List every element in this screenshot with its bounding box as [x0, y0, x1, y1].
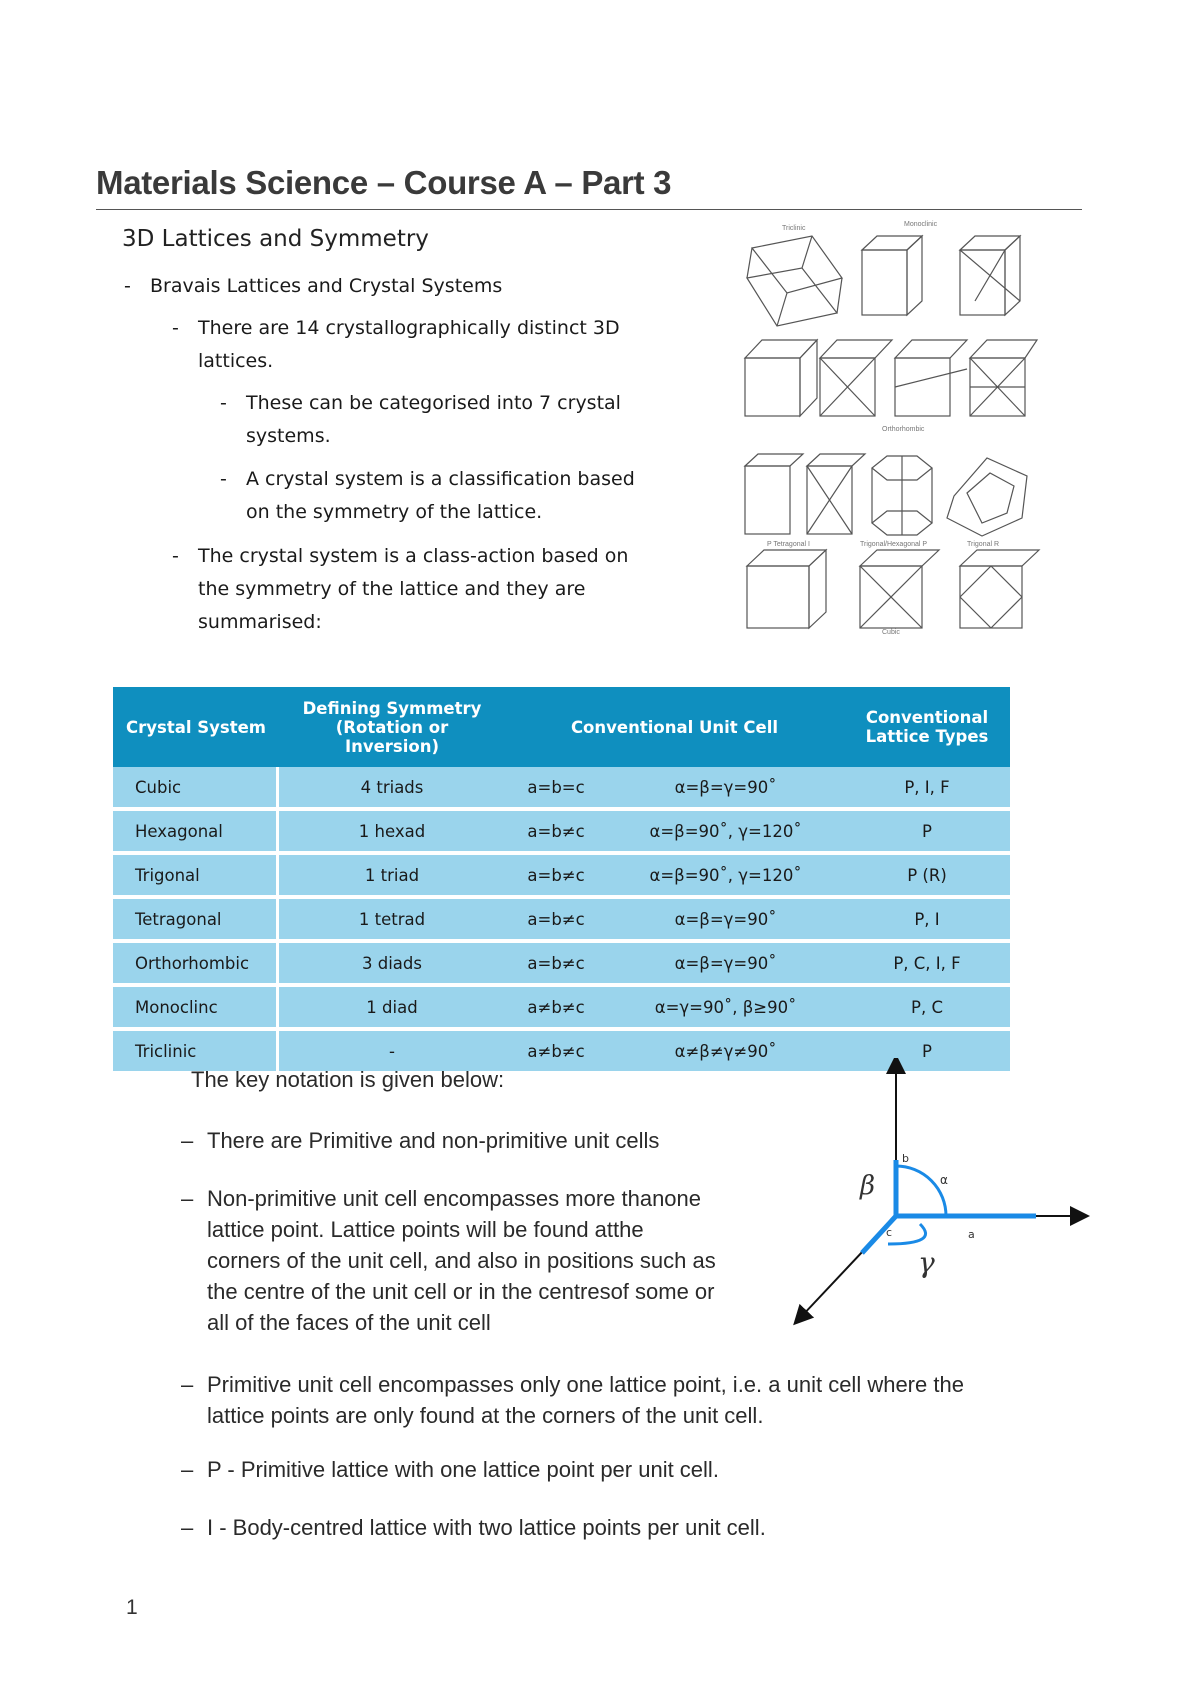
page-number: 1 [126, 1596, 138, 1619]
cell-crystal-system: Monoclinc [113, 987, 279, 1031]
label-orthorhombic: Orthorhombic [882, 426, 925, 433]
cell-angle-relation: α=β=90˚, γ=120˚ [607, 811, 844, 855]
cell-angle-relation: α≠β≠γ≠90˚ [607, 1031, 844, 1071]
cell-crystal-system: Triclinic [113, 1031, 279, 1071]
bullet-level3 [220, 387, 621, 453]
note-text: lattice point. Lattice points will be found atthe [207, 1217, 644, 1242]
cell-edge-relation: a=b≠c [505, 811, 607, 855]
header-line: (Rotation or Inversion) [335, 717, 449, 756]
bullet-level1 [124, 270, 503, 303]
bullet-level2 [172, 540, 629, 639]
cell-lattice-types: P, I [844, 899, 1010, 943]
bullet-dash: - [220, 392, 227, 414]
table-row [113, 811, 1010, 855]
header-crystal-system: Crystal System [113, 687, 279, 767]
note-item [181, 1454, 719, 1485]
cell-angle-relation: α=β=γ=90˚ [607, 943, 844, 987]
cell-crystal-system: Orthorhombic [113, 943, 279, 987]
note-dash: – [181, 1515, 194, 1540]
cell-edge-relation: a=b≠c [505, 855, 607, 899]
note-dash: – [181, 1457, 194, 1482]
cell-defining-symmetry: 1 triad [279, 855, 505, 899]
header-line: Conventional [865, 708, 989, 727]
bullet-text: on the symmetry of the lattice. [246, 501, 543, 523]
note-dash: – [181, 1128, 194, 1153]
table-body [113, 767, 1010, 1071]
label-tetragonal: P Tetragonal I [767, 541, 810, 548]
bullet-level3 [220, 463, 635, 529]
note-text: I - Body-centred lattice with two lattice points per unit cell. [207, 1515, 766, 1540]
cell-edge-relation: a=b=c [505, 767, 607, 811]
section-heading: 3D Lattices and Symmetry [122, 226, 429, 252]
table-row [113, 987, 1010, 1031]
title-rule [96, 209, 1082, 210]
cell-lattice-types: P [844, 811, 1010, 855]
label-monoclinic: Monoclinic [904, 221, 938, 228]
table-header-row [113, 687, 1010, 767]
label-hexagonal: Trigonal/Hexagonal P [860, 541, 928, 548]
c-label: c [886, 1226, 893, 1239]
table-row [113, 855, 1010, 899]
bullet-level2 [172, 312, 620, 378]
note-item [181, 1125, 660, 1156]
cell-crystal-system: Trigonal [113, 855, 279, 899]
cell-lattice-types: P [844, 1031, 1010, 1071]
bullet-text: the symmetry of the lattice and they are [198, 578, 586, 600]
cell-edge-relation: a≠b≠c [505, 1031, 607, 1071]
cell-angle-relation: α=γ=90˚, β≥90˚ [607, 987, 844, 1031]
cell-angle-relation: α=β=γ=90˚ [607, 767, 844, 811]
cell-lattice-types: P, I, F [844, 767, 1010, 811]
note-item [181, 1512, 766, 1543]
crystal-systems-table [113, 687, 1010, 1071]
note-text: lattice points are only found at the corners of the unit cell. [207, 1403, 764, 1428]
bullet-text: A crystal system is a classification based [246, 468, 635, 490]
cell-lattice-types: P, C [844, 987, 1010, 1031]
note-dash: – [181, 1372, 194, 1397]
cell-crystal-system: Cubic [113, 767, 279, 811]
cell-lattice-types: P, C, I, F [844, 943, 1010, 987]
label-cubic: Cubic [882, 629, 900, 634]
header-defining-symmetry [279, 687, 505, 767]
bullet-text: The crystal system is a class-action based on [198, 545, 629, 567]
note-text: There are Primitive and non-primitive unit cells [207, 1128, 660, 1153]
note-text: P - Primitive lattice with one lattice point per unit cell. [207, 1457, 719, 1482]
cell-defining-symmetry: 3 diads [279, 943, 505, 987]
bravais-lattice-figure [742, 218, 1042, 634]
notes-intro: The key notation is given below: [191, 1067, 505, 1092]
cell-crystal-system: Hexagonal [113, 811, 279, 855]
bullet-dash: - [172, 545, 179, 567]
cell-edge-relation: a≠b≠c [505, 987, 607, 1031]
a-label: a [968, 1228, 975, 1241]
bullet-dash: - [172, 317, 179, 339]
beta-label: β [860, 1171, 876, 1201]
header-lattice-types [844, 687, 1010, 767]
bullet-dash: - [124, 275, 131, 297]
label-trigonal: Trigonal R [967, 541, 1000, 548]
cell-edge-relation: a=b≠c [505, 943, 607, 987]
note-text: all of the faces of the unit cell [207, 1310, 491, 1335]
bullet-dash: - [220, 468, 227, 490]
note-text: corners of the unit cell, and also in positions such as [207, 1248, 716, 1273]
bullet-text: summarised: [198, 611, 322, 633]
header-unit-cell: Conventional Unit Cell [505, 687, 844, 767]
table-row [113, 943, 1010, 987]
header-line: Lattice Types [865, 727, 989, 746]
cell-angle-relation: α=β=90˚, γ=120˚ [607, 855, 844, 899]
alpha-label: α [940, 1173, 948, 1187]
note-text: Primitive unit cell encompasses only one lattice point, i.e. a unit cell where the [207, 1372, 964, 1397]
bullet-text: Bravais Lattices and Crystal Systems [150, 275, 503, 297]
cell-defining-symmetry: 1 diad [279, 987, 505, 1031]
gamma-label: γ [918, 1246, 935, 1279]
cell-angle-relation: α=β=γ=90˚ [607, 899, 844, 943]
bullet-text: lattices. [198, 350, 274, 372]
label-triclinic: Triclinic [782, 225, 806, 232]
note-text: Non-primitive unit cell encompasses more thanone [207, 1186, 702, 1211]
bullet-text: There are 14 crystallographically distinct 3D [198, 317, 620, 339]
table-row [113, 899, 1010, 943]
unit-cell-axes-diagram [790, 1058, 1090, 1328]
cell-edge-relation: a=b≠c [505, 899, 607, 943]
table-row [113, 767, 1010, 811]
bullet-text: systems. [246, 425, 331, 447]
bullet-text: These can be categorised into 7 crystal [246, 392, 621, 414]
b-label: b [902, 1152, 909, 1165]
cell-defining-symmetry: 1 tetrad [279, 899, 505, 943]
note-text: the centre of the unit cell or in the centresof some or [207, 1279, 715, 1304]
cell-lattice-types: P (R) [844, 855, 1010, 899]
cell-crystal-system: Tetragonal [113, 899, 279, 943]
cell-defining-symmetry: 1 hexad [279, 811, 505, 855]
header-line: Defining Symmetry [302, 698, 482, 718]
note-item [181, 1369, 964, 1431]
note-dash: – [181, 1186, 194, 1211]
page-title: Materials Science – Course A – Part 3 [96, 164, 672, 201]
cell-defining-symmetry: - [279, 1031, 505, 1071]
cell-defining-symmetry: 4 triads [279, 767, 505, 811]
note-item [181, 1183, 716, 1338]
